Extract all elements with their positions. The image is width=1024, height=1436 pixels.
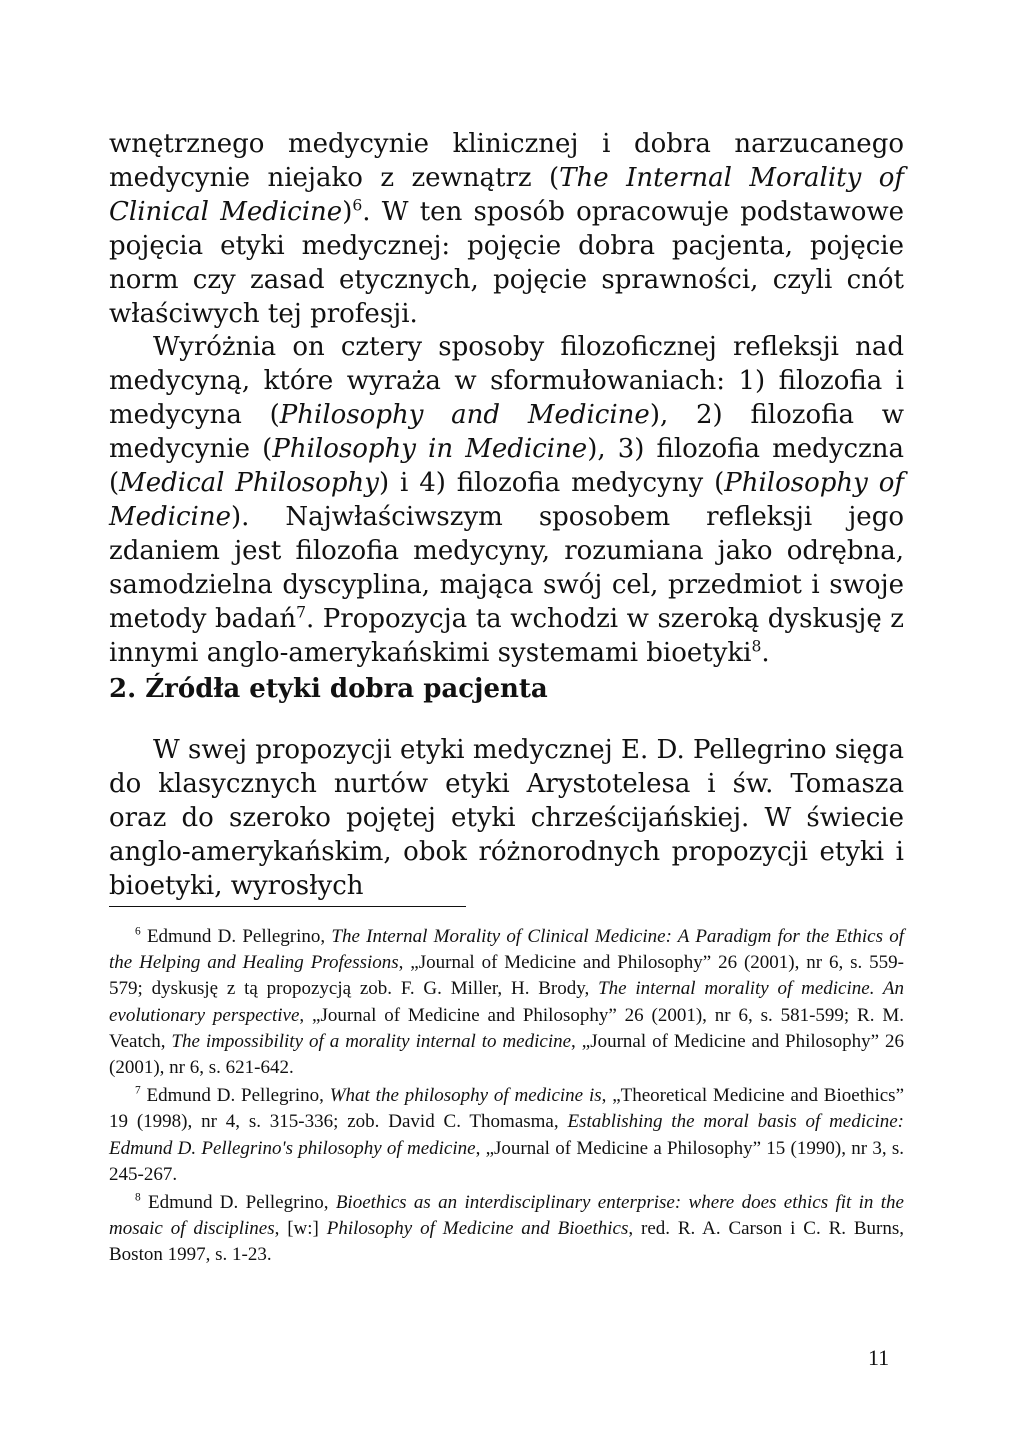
- section-heading: 2. Źródła etyki dobra pacjenta: [109, 674, 548, 704]
- page-content: [109, 128, 905, 1266]
- footnote-8: $^8$ Edmund D. Pellegrino, Bioethics as an interdisciplinary enterprise: where does ethics fit in the mosaic of disciplines, [w:] Philosophy of Medicine and Bioethics, red. R. A. Carson i C. R. Burns, Boston 1997, s. 1-23.: [109, 1191, 904, 1266]
- footnotes: [109, 924, 904, 1271]
- footnote-separator: [109, 906, 466, 907]
- page-number: 11: [868, 1345, 890, 1370]
- footnote-ref-7[interactable]: 7: [296, 603, 306, 622]
- paragraph-2: Wyróżnia on cztery sposoby filozoficznej refleksji nad medycyną, które wyraża w sformułowaniach: 1) filozofia i medycyna (Philosophy and Medicine), 2) filozofia w medycynie (Philosophy in Medicine), 3) filozofia medyczna (Medical Philosophy) i 4) filozofia medycyny (Philosophy of Medicine). Najwłaściwszym sposobem refleksji jego zdaniem jest filozofia medycyny, rozumiana jako odrębna, samodzielna dyscyplina, mająca swój cel, przedmiot i swoje metody badań$^7$. Propozycja ta wchodzi w szeroką dyskusję z innymi anglo-amerykańskimi systemami bioetyki$^8$.: [109, 332, 904, 668]
- footnote-7: $^7$ Edmund D. Pellegrino, What the philosophy of medicine is, „Theoretical Medicine and Bioethics” 19 (1998), nr 4, s. 315-336; zob. David C. Thomasma, Establishing the moral basis of medicine: Edmund D. Pellegrino's philosophy of medicine, „Journal of Medicine a Philosophy” 15 (1990), nr 3, s. 245-267.: [109, 1084, 905, 1185]
- section-2-body: [109, 734, 904, 904]
- paragraph-3: W swej propozycji etyki medycznej E. D. Pellegrino sięga do klasycznych nurtów etyki Arystotelesa i św. Tomasza oraz do szeroko pojętej etyki chrześcijańskiej. W świecie anglo-amerykańskim, obok różnorodnych propozycji etyki i bioetyki, wyrosłych: [109, 735, 904, 901]
- paragraph-1: wnętrznego medycynie klinicznej i dobra narzucanego medycynie niejako z zewnątrz (The Internal Morality of Clinical Medicine)$^6$. W ten sposób opracowuje podstawowe pojęcia etyki medycznej: pojęcie dobra pacjenta, pojęcie norm czy zasad etycznych, pojęcie sprawności, czyli cnót właściwych tej profesji.: [109, 129, 904, 329]
- footnote-ref-8[interactable]: 8: [751, 636, 762, 655]
- footnote-6: $^6$ Edmund D. Pellegrino, The Internal Morality of Clinical Medicine: A Paradigm for the Ethics of the Helping and Healing Professions, „Journal of Medicine and Philosophy” 26 (2001), nr 6, s. 559-579; dyskusję z tą propozycją zob. F. G. Miller, H. Brody, The internal morality of medicine. An evolutionary perspective, „Journal of Medicine and Philosophy” 26 (2001), nr 6, s. 581-599; R. M. Veatch, The impossibility of a morality internal to medicine, „Journal of Medicine and Philosophy” 26 (2001), nr 6, s. 621-642.: [109, 925, 905, 1079]
- footnote-ref-6[interactable]: 6: [352, 196, 363, 215]
